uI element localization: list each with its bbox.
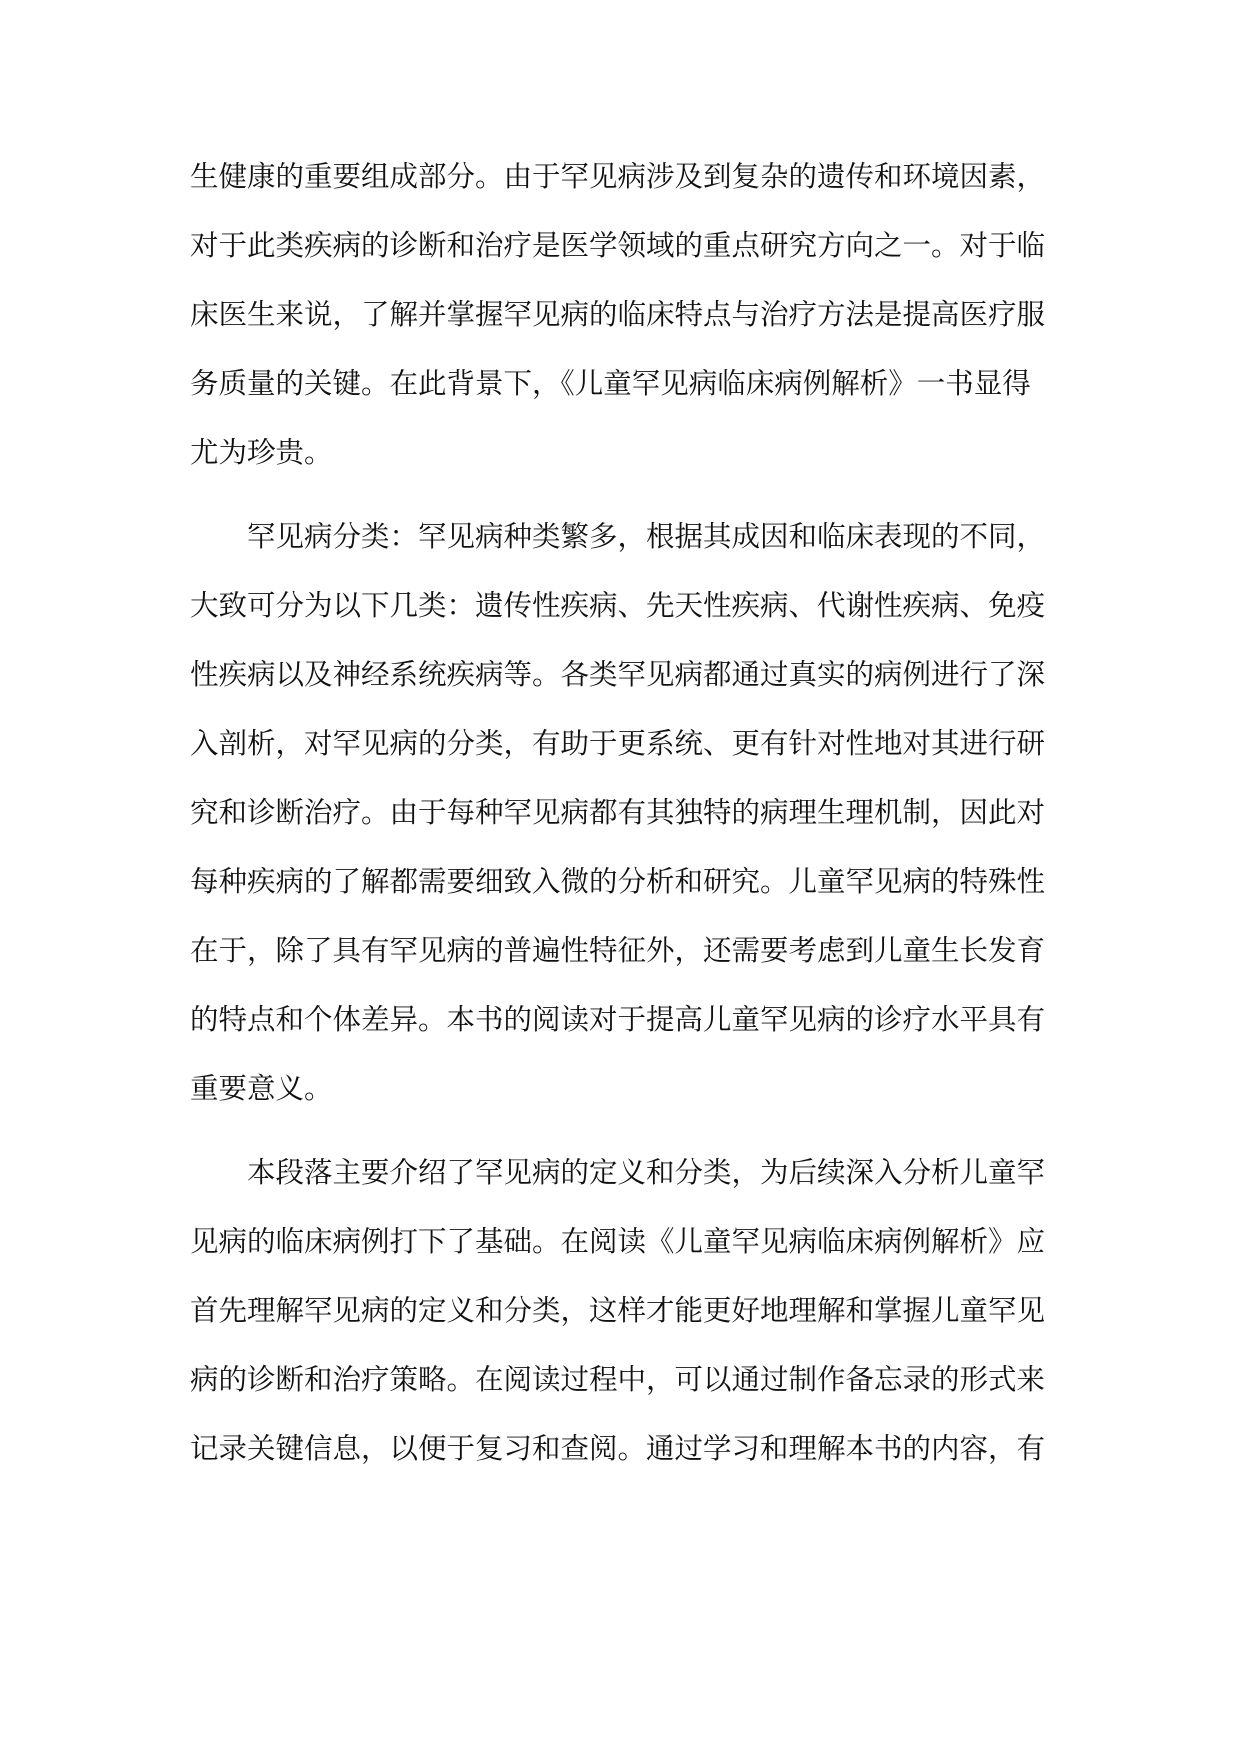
- text-line: 在于，除了具有罕见病的普遍性特征外，还需要考虑到儿童生长发育: [190, 934, 1046, 967]
- text-line: 究和诊断治疗。由于每种罕见病都有其独特的病理生理机制，因此对: [190, 796, 1046, 829]
- text-line: 重要意义。: [190, 1072, 333, 1105]
- paragraph: [190, 1138, 1060, 1483]
- text-line: 性疾病以及神经系统疾病等。各类罕见病都通过真实的病例进行了深: [190, 658, 1046, 691]
- body-text: [190, 142, 1060, 1483]
- paragraph: [190, 142, 1060, 487]
- text-line: 见病的临床病例打下了基础。在阅读《儿童罕见病临床病例解析》应: [190, 1225, 1046, 1258]
- text-line: 大致可分为以下几类：遗传性疾病、先天性疾病、代谢性疾病、免疫: [190, 589, 1046, 622]
- text-line: 记录关键信息，以便于复习和查阅。通过学习和理解本书的内容，有: [190, 1432, 1046, 1465]
- text-line: 尤为珍贵。: [190, 436, 333, 469]
- paragraph: [190, 502, 1060, 1123]
- text-line: 首先理解罕见病的定义和分类，这样才能更好地理解和掌握儿童罕见: [190, 1294, 1046, 1327]
- text-line: 病的诊断和治疗策略。在阅读过程中，可以通过制作备忘录的形式来: [190, 1363, 1046, 1396]
- text-line: 本段落主要介绍了罕见病的定义和分类，为后续深入分析儿童罕: [247, 1156, 1046, 1189]
- text-line: 床医生来说，了解并掌握罕见病的临床特点与治疗方法是提高医疗服: [190, 298, 1046, 331]
- text-line: 每种疾病的了解都需要细致入微的分析和研究。儿童罕见病的特殊性: [190, 865, 1046, 898]
- text-line: 的特点和个体差异。本书的阅读对于提高儿童罕见病的诊疗水平具有: [190, 1003, 1046, 1036]
- text-line: 入剖析，对罕见病的分类，有助于更系统、更有针对性地对其进行研: [190, 727, 1046, 760]
- text-line: 生健康的重要组成部分。由于罕见病涉及到复杂的遗传和环境因素，: [190, 160, 1046, 193]
- text-line: 对于此类疾病的诊断和治疗是医学领域的重点研究方向之一。对于临: [190, 229, 1046, 262]
- text-line: 罕见病分类：罕见病种类繁多，根据其成因和临床表现的不同，: [247, 520, 1046, 553]
- text-line: 务质量的关键。在此背景下，《儿童罕见病临床病例解析》一书显得: [190, 367, 1031, 400]
